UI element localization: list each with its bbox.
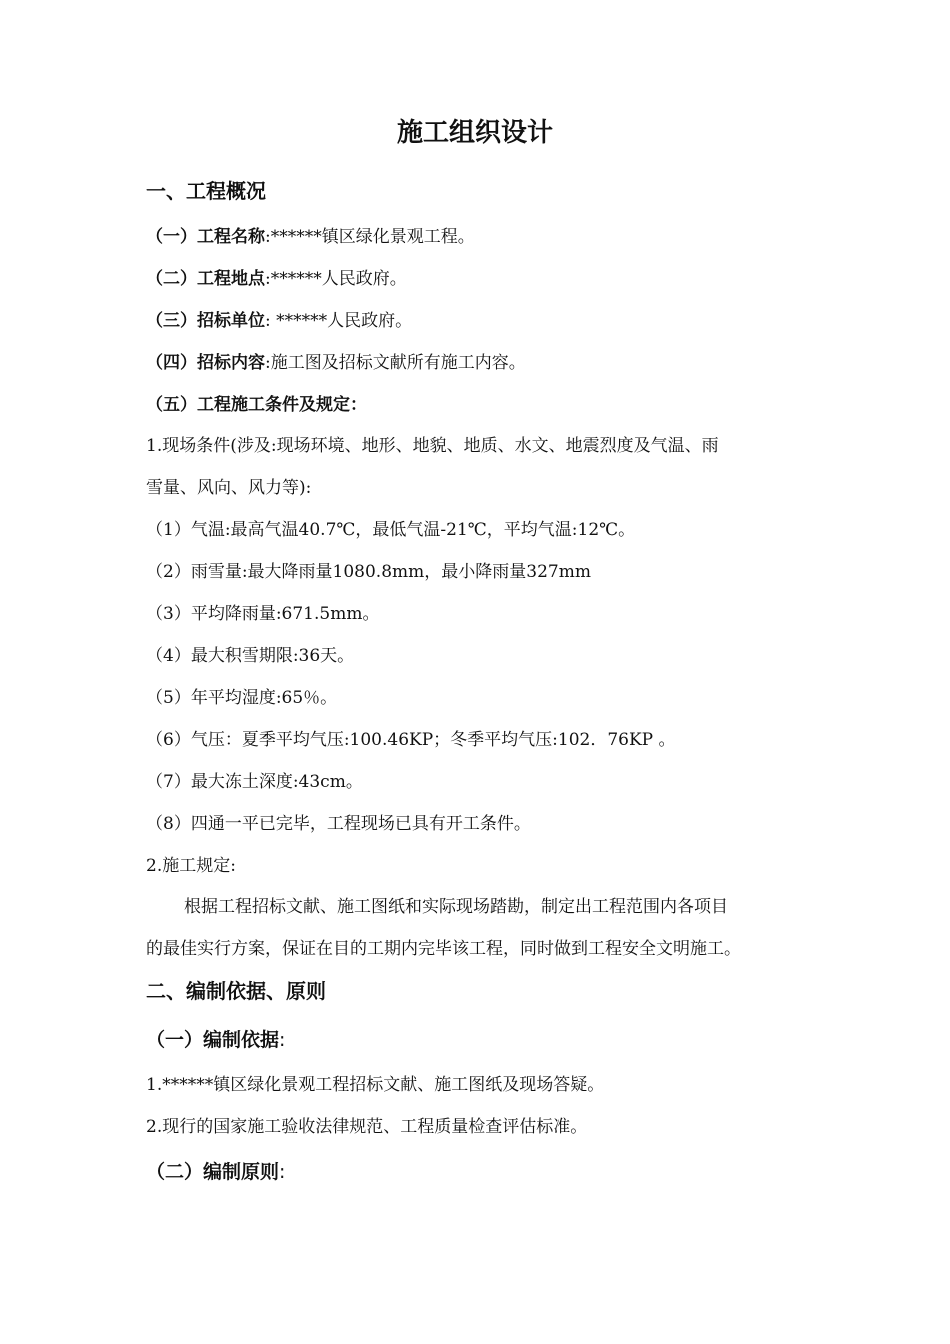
construction-rules-line-1: 根据工程招标文献、施工图纸和实际现场踏勘，制定出工程范围内各项目 (184, 897, 728, 917)
condition-frost-depth: （7）最大冻土深度:43cm。 (146, 772, 363, 792)
condition-site-ready: （8）四通一平已完毕，工程现场已具有开工条件。 (146, 814, 531, 834)
principle-subheading (146, 1158, 285, 1186)
project-location-value: :******人民政府。 (265, 269, 407, 289)
principle-colon: : (279, 1161, 286, 1183)
project-location-line (146, 266, 407, 292)
construction-rules-heading: 2.施工规定: (146, 856, 236, 876)
site-conditions-line-2: 雪量、风向、风力等): (146, 478, 312, 498)
tender-unit-label: （三）招标单位 (146, 311, 265, 331)
basis-item-2: 2.现行的国家施工验收法律规范、工程质量检查评估标准。 (146, 1117, 588, 1137)
section-heading-basis: 二、编制依据、原则 (146, 979, 326, 1003)
construction-rules-line-2: 的最佳实行方案，保证在目的工期内完毕该工程，同时做到工程安全文明施工。 (146, 939, 741, 959)
tender-unit-line (146, 308, 412, 334)
basis-colon: : (279, 1029, 286, 1051)
tender-content-line (146, 350, 526, 376)
project-location-label: （二）工程地点 (146, 269, 265, 289)
basis-label: （一）编制依据 (146, 1029, 280, 1051)
basis-item-1: 1.******镇区绿化景观工程招标文献、施工图纸及现场答疑。 (146, 1075, 605, 1095)
principle-label: （二）编制原则 (146, 1161, 280, 1183)
condition-air-pressure: （6）气压：夏季平均气压:100.46KP；冬季平均气压:102．76KP 。 (146, 730, 676, 750)
condition-avg-rainfall: （3）平均降雨量:671.5mm。 (146, 604, 380, 624)
project-name-line (146, 224, 475, 250)
document-title: 施工组织设计 (396, 118, 553, 148)
condition-humidity: （5）年平均湿度:65％。 (146, 688, 338, 708)
tender-content-label: （四）招标内容 (146, 353, 265, 373)
project-name-label: （一）工程名称 (146, 227, 265, 247)
construction-conditions-line (146, 392, 367, 418)
construction-conditions-label: （五）工程施工条件及规定： (146, 395, 367, 415)
condition-precipitation: （2）雨雪量:最大降雨量1080.8mm，最小降雨量327mm (146, 562, 591, 582)
tender-content-value: :施工图及招标文献所有施工内容。 (265, 353, 526, 373)
tender-unit-value: : ******人民政府。 (265, 311, 413, 331)
section-heading-overview: 一、工程概况 (146, 179, 266, 203)
basis-subheading (146, 1026, 285, 1054)
project-name-value: :******镇区绿化景观工程。 (265, 227, 475, 247)
condition-temperature: （1）气温:最高气温40.7℃，最低气温-21℃，平均气温:12℃。 (146, 520, 636, 540)
condition-snow-period: （4）最大积雪期限:36天。 (146, 646, 355, 666)
site-conditions-line-1: 1.现场条件(涉及:现场环境、地形、地貌、地质、水文、地震烈度及气温、雨 (146, 436, 719, 456)
